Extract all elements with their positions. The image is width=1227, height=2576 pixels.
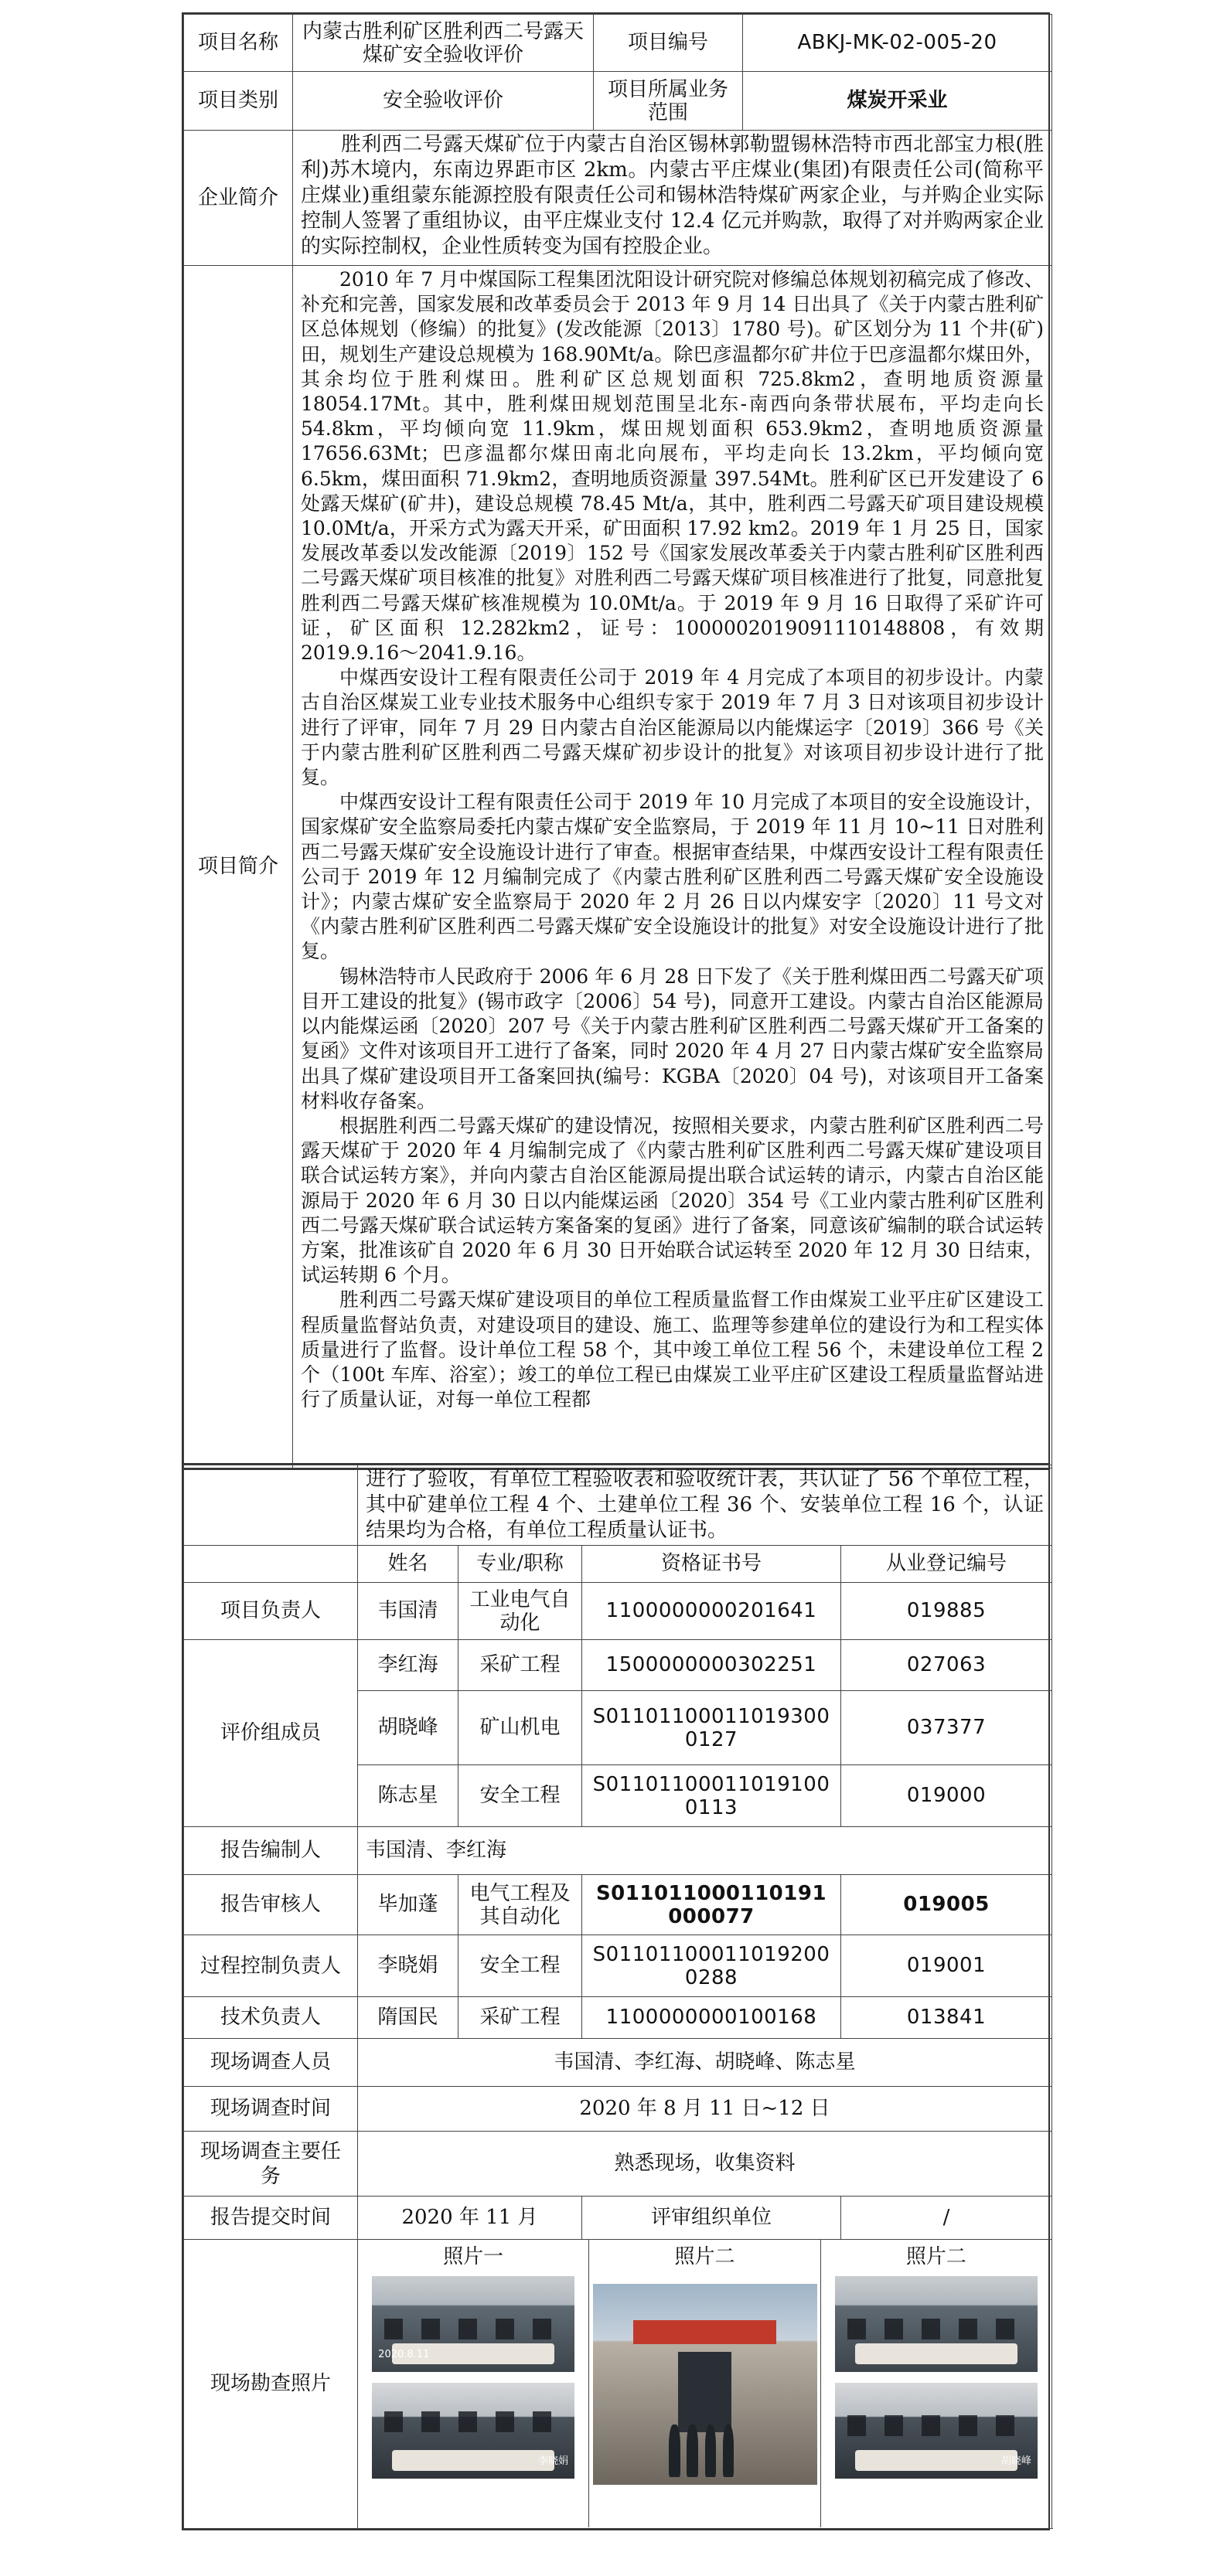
project-no-label: 项目编号 (594, 15, 743, 72)
team-member-title: 矿山机电 (458, 1691, 582, 1765)
team-member-reg: 027063 (841, 1640, 1052, 1691)
team-member-name: 胡晓峰 (358, 1691, 458, 1765)
process-control-label: 过程控制负责人 (184, 1935, 358, 1997)
company-intro-text: 胜利西二号露天煤矿位于内蒙古自治区锡林郭勒盟锡林浩特市西北部宝力根(胜利)苏木境内，东南边界距市区 2km。内蒙古平庄煤业(集团)有限责任公司(简称平庄煤业)重组蒙东能源控股有限责任公司和锡林浩特煤矿两家企业，与并购企业实际控制人签署了重组协议，由平庄煤业支付 12.4 亿元并购款，取得了对并购两家企业的实际控制权，企业性质转变为国有控股企业。 (301, 133, 1044, 258)
leader-reg: 019885 (841, 1583, 1052, 1640)
submit-time-value: 2020 年 11 月 (358, 2197, 582, 2240)
leader-title: 工业电气自动化 (458, 1583, 582, 1640)
tech-lead-title: 采矿工程 (458, 1997, 582, 2039)
company-intro-label: 企业简介 (184, 131, 293, 266)
tech-lead-cert: 1100000000100168 (582, 1997, 841, 2039)
survey-task-label: 现场调查主要任务 (184, 2132, 358, 2197)
reviewer-title: 电气工程及其自动化 (458, 1875, 582, 1935)
photo-title: 照片二 (905, 2245, 966, 2268)
survey-task-value: 熟悉现场，收集资料 (358, 2132, 1052, 2197)
photo-column (589, 2240, 820, 2527)
category-label: 项目类别 (184, 72, 293, 131)
tech-lead-label: 技术负责人 (184, 1997, 358, 2039)
photo-column (358, 2240, 589, 2527)
survey-time-label: 现场调查时间 (184, 2087, 358, 2132)
project-intro-paragraph: 锡林浩特市人民政府于 2006 年 6 月 28 日下发了《关于胜利煤田西二号露天矿项目开工建设的批复》(锡市政字〔2006〕54 号)，同意开工建设。内蒙古自治区能源局以内能煤运函〔2020〕207 号《关于内蒙古胜利矿区胜利西二号露天煤矿开工备案的复函》文件对该项目开工进行了备案，同时 2020 年 4 月 27 日内蒙古煤矿安全监察局出具了煤矿建设项目开工备案回执(编号：KGBA〔2020〕04 号)，对该项目开工备案材料收存备案。 (301, 965, 1044, 1112)
reviewer-cert: S011011000110191000077 (582, 1875, 841, 1935)
reviewer-name: 毕加蓬 (358, 1875, 458, 1935)
team-member-title: 安全工程 (458, 1765, 582, 1827)
photo-title: 照片二 (674, 2245, 735, 2268)
team-member-cert: 1500000000302251 (582, 1640, 841, 1691)
site-photo: 胡晓峰 (835, 2383, 1038, 2479)
tech-lead-name: 隋国民 (358, 1997, 458, 2039)
verification-continuation-text: 进行了验收，有单位工程验收表和验收统计表，共认证了 56 个单位工程，其中矿建单位工程 4 个、土建单位工程 36 个、安装单位工程 16 个，认证结果均为合格，有单位工程质量认证书。 (366, 1468, 1045, 1542)
project-intro-paragraph: 根据胜利西二号露天煤矿的建设情况，按照相关要求，内蒙古胜利矿区胜利西二号露天煤矿于 2020 年 4 月编制完成了《内蒙古胜利矿区胜利西二号露天煤矿建设项目联合试运转方案》，并向内蒙古自治区能源局提出联合试运转的请示，内蒙古自治区能源局于 2020 年 6 月 30 日以内能煤运函〔2020〕354 号《工业内蒙古胜利矿区胜利西二号露天煤矿联合试运转方案备案的复函》进行了备案，同意该矿编制的联合试运转方案，批准该矿自 2020 年 6 月 30 日开始联合试运转至 2020 年 12 月 30 日结束，试运转期 6 个月。 (301, 1114, 1044, 1287)
submit-time-label: 报告提交时间 (184, 2197, 358, 2240)
review-org-label: 评审组织单位 (582, 2197, 841, 2240)
site-photo (593, 2284, 817, 2485)
project-intro-paragraph: 胜利西二号露天煤矿建设项目的单位工程质量监督工作由煤炭工业平庄矿区建设工程质量监督站负责，对建设项目的建设、施工、监理等参建单位的建设行为和工程实体质量进行了监督。设计单位工程 58 个，其中竣工单位工程 56 个，未建设单位工程 2 个（100t 车库、浴室）；竣工的单位工程已由煤炭工业平庄矿区建设工程质量监督站进行了质量认证，对每一单位工程都 (301, 1288, 1044, 1411)
leader-name: 韦国清 (358, 1583, 458, 1640)
survey-time-value: 2020 年 8 月 11 日~12 日 (358, 2087, 1052, 2132)
team-member-title: 采矿工程 (458, 1640, 582, 1691)
leader-label: 项目负责人 (184, 1583, 358, 1640)
process-control-reg: 019001 (841, 1935, 1052, 1997)
process-control-title: 安全工程 (458, 1935, 582, 1997)
team-member-reg: 019000 (841, 1765, 1052, 1827)
project-intro-paragraph: 2010 年 7 月中煤国际工程集团沈阳设计研究院对修编总体规划初稿完成了修改、补充和完善，国家发展和改革委员会于 2013 年 9 月 14 日出具了《关于内蒙古胜利矿区总体规划（修编）的批复》(发改能源〔2013〕1780 号)。矿区划分为 11 个井(矿)田，规划生产建设总规模为 168.90Mt/a。除巴彦温都尔矿井位于巴彦温都尔煤田外，其余均位于胜利煤田。胜利矿区总规划面积 725.8km2，查明地质资源量 18054.17Mt。其中，胜利煤田规划范围呈北东-南西向条带状展布，平均走向长 54.8km，平均倾向宽 11.9km，煤田规划面积 653.9km2，查明地质资源量 17656.63Mt；巴彦温都尔煤田南北向展布，平均走向长 13.2km，平均倾向宽 6.5km，煤田面积 71.9km2，查明地质资源量 397.54Mt。胜利矿区已开发建设了 6 处露天煤矿(矿井)，建设总规模 78.45 Mt/a，其中，胜利西二号露天矿项目建设规模 10.0Mt/a，开采方式为露天开采，矿田面积 17.92 km2。2019 年 1 月 25 日，国家发展改革委以发改能源〔2019〕152 号《国家发展改革委关于内蒙古胜利矿区胜利西二号露天煤矿项目核准的批复》对胜利西二号露天煤矿项目核准进行了批复，同意批复胜利西二号露天煤矿核准规模为 10.0Mt/a。于 2019 年 9 月 16 日取得了采矿许可证，矿区面积 12.282km2，证号：1000002019091110148808，有效期 2019.9.16～2041.9.16。 (301, 268, 1044, 665)
header-cert: 资格证书号 (582, 1546, 841, 1583)
team-member-name: 李红海 (358, 1640, 458, 1691)
site-photo: 2020.8.11 (372, 2276, 574, 2372)
business-scope-value: 煤炭开采业 (743, 72, 1052, 131)
site-photo: 李晓娟 (372, 2383, 574, 2479)
team-label: 评价组成员 (184, 1640, 358, 1827)
team-member-reg: 037377 (841, 1691, 1052, 1765)
process-control-cert: S011011000110192000288 (582, 1935, 841, 1997)
photos-label: 现场勘查照片 (184, 2240, 358, 2529)
project-intro-label: 项目简介 (184, 266, 293, 1468)
review-org-value: / (841, 2197, 1052, 2240)
survey-staff-value: 韦国清、李红海、胡晓峰、陈志星 (358, 2039, 1052, 2087)
team-member-cert: S011011000110193000127 (582, 1691, 841, 1765)
category-value: 安全验收评价 (293, 72, 594, 131)
project-name-value: 内蒙古胜利矿区胜利西二号露天煤矿安全验收评价 (293, 15, 594, 72)
header-name: 姓名 (358, 1546, 458, 1583)
authors-value: 韦国清、李红海 (358, 1827, 1052, 1875)
process-control-name: 李晓娟 (358, 1935, 458, 1997)
project-name-label: 项目名称 (184, 15, 293, 72)
reviewer-reg: 019005 (841, 1875, 1052, 1935)
author-label: 报告编制人 (184, 1827, 358, 1875)
project-intro-paragraph: 中煤西安设计工程有限责任公司于 2019 年 10 月完成了本项目的安全设施设计，国家煤矿安全监察局委托内蒙古煤矿安全监察局，于 2019 年 11 月 10~11 日对胜利西二号露天煤矿安全设施设计进行了审查。根据审查结果，中煤西安设计工程有限责任公司于 2019 年 12 月编制完成了《内蒙古胜利矿区胜利西二号露天煤矿安全设施设计》；内蒙古煤矿安全监察局于 2020 年 2 月 26 日以内煤安字〔2020〕11 号文对《内蒙古胜利矿区胜利西二号露天煤矿安全设施设计的批复》对安全设施设计进行了批复。 (301, 791, 1044, 963)
team-member-cert: S011011000110191000113 (582, 1765, 841, 1827)
project-no-value: ABKJ-MK-02-005-20 (743, 15, 1052, 72)
team-member-name: 陈志星 (358, 1765, 458, 1827)
photos-row (358, 2240, 1051, 2527)
photo-column (821, 2240, 1051, 2527)
section-2-table (182, 1463, 1050, 2530)
section-1-table (182, 12, 1050, 1470)
tech-lead-reg: 013841 (841, 1997, 1052, 2039)
project-intro-paragraph: 中煤西安设计工程有限责任公司于 2019 年 4 月完成了本项目的初步设计。内蒙古自治区煤炭工业专业技术服务中心组织专家于 2019 年 7 月 3 日对该项目初步设计进行了评审，同年 7 月 29 日内蒙古自治区能源局以内能煤运字〔2019〕366 号《关于内蒙古胜利矿区胜利西二号露天煤矿初步设计的批复》对该项目初步设计进行了批复。 (301, 666, 1044, 789)
leader-cert: 1100000000201641 (582, 1583, 841, 1640)
photo-title: 照片一 (443, 2245, 504, 2268)
reviewer-label: 报告审核人 (184, 1875, 358, 1935)
business-scope-label: 项目所属业务范围 (594, 72, 743, 131)
header-title: 专业/职称 (458, 1546, 582, 1583)
header-reg: 从业登记编号 (841, 1546, 1052, 1583)
survey-staff-label: 现场调查人员 (184, 2039, 358, 2087)
site-photo (835, 2276, 1038, 2372)
